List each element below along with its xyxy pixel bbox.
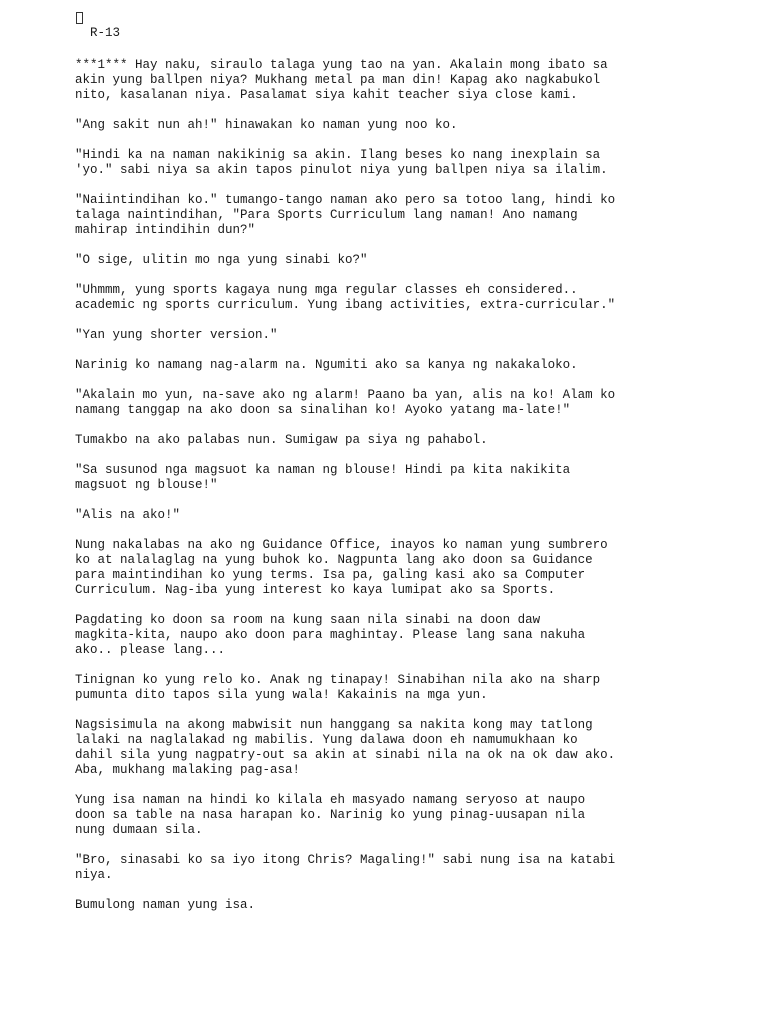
paragraph: Narinig ko namang nag-alarm na. Ngumiti ako sa kanya ng nakakaloko.: [75, 358, 578, 372]
paragraph: "Yan yung shorter version.": [75, 328, 278, 342]
body-text: [75, 58, 695, 928]
missing-glyph-icon: [76, 12, 83, 24]
paragraph: "Sa susunod nga magsuot ka naman ng blouse! Hindi pa kita nakikita magsuot ng blouse!": [75, 463, 571, 492]
paragraph: Pagdating ko doon sa room na kung saan nila sinabi na doon daw magkita-kita, naupo ako doon para maghintay. Please lang sana nakuha ako.. please lang...: [75, 613, 586, 657]
paragraph: "Naiintindihan ko." tumango-tango naman ako pero sa totoo lang, hindi ko talaga naintindihan, "Para Sports Curriculum lang naman! Ano namang mahirap intindihin dun?": [75, 193, 616, 237]
paragraph: "Ang sakit nun ah!" hinawakan ko naman yung noo ko.: [75, 118, 458, 132]
paragraph: Yung isa naman na hindi ko kilala eh masyado namang seryoso at naupo doon sa table na nasa harapan ko. Narinig ko yung pinag-uusapan nila nung dumaan sila.: [75, 793, 586, 837]
paragraph: Nung nakalabas na ako ng Guidance Office, inayos ko naman yung sumbrero ko at nalalaglag na yung buhok ko. Nagpunta lang ako doon sa Guidance para maintindihan ko yung terms. Isa pa, galing kasi ako sa Computer Curriculum. Nag-iba yung interest ko kaya lumipat ako sa Sports.: [75, 538, 608, 597]
page-label: R-13: [90, 26, 121, 40]
paragraph: Nagsisimula na akong mabwisit nun hanggang sa nakita kong may tatlong lalaki na naglalakad ng mabilis. Yung dalawa doon eh namumukhaan ko dahil sila yung nagpatry-out sa akin at sinabi nila na ok na ok daw ako. Aba, mukhang malaking pag-asa!: [75, 718, 616, 777]
paragraph: Bumulong naman yung isa.: [75, 898, 256, 912]
paragraph: Tinignan ko yung relo ko. Anak ng tinapay! Sinabihan nila ako na sharp pumunta dito tapos sila yung wala! Kakainis na mga yun.: [75, 673, 601, 702]
paragraph: "Alis na ako!": [75, 508, 181, 522]
paragraph: Tumakbo na ako palabas nun. Sumigaw pa siya ng pahabol.: [75, 433, 488, 447]
paragraph: "Uhmmm, yung sports kagaya nung mga regular classes eh considered.. academic ng sports curriculum. Yung ibang activities, extra-curricular.": [75, 283, 616, 312]
paragraph: "Akalain mo yun, na-save ako ng alarm! Paano ba yan, alis na ko! Alam ko namang tanggap na ako doon sa sinalihan ko! Ayoko yatang ma-late!": [75, 388, 616, 417]
paragraph: "Hindi ka na naman nakikinig sa akin. Ilang beses ko nang inexplain sa 'yo." sabi niya sa akin tapos pinulot niya yung ballpen niya sa ilalim.: [75, 148, 608, 177]
paragraph: ***1*** Hay naku, siraulo talaga yung tao na yan. Akalain mong ibato sa akin yung ballpen niya? Mukhang metal pa man din! Kapag ako nagkabukol nito, kasalanan niya. Pasalamat siya kahit teacher siya close kami.: [75, 58, 608, 102]
paragraph: "Bro, sinasabi ko sa iyo itong Chris? Magaling!" sabi nung isa na katabi niya.: [75, 853, 616, 882]
paragraph: "O sige, ulitin mo nga yung sinabi ko?": [75, 253, 368, 267]
